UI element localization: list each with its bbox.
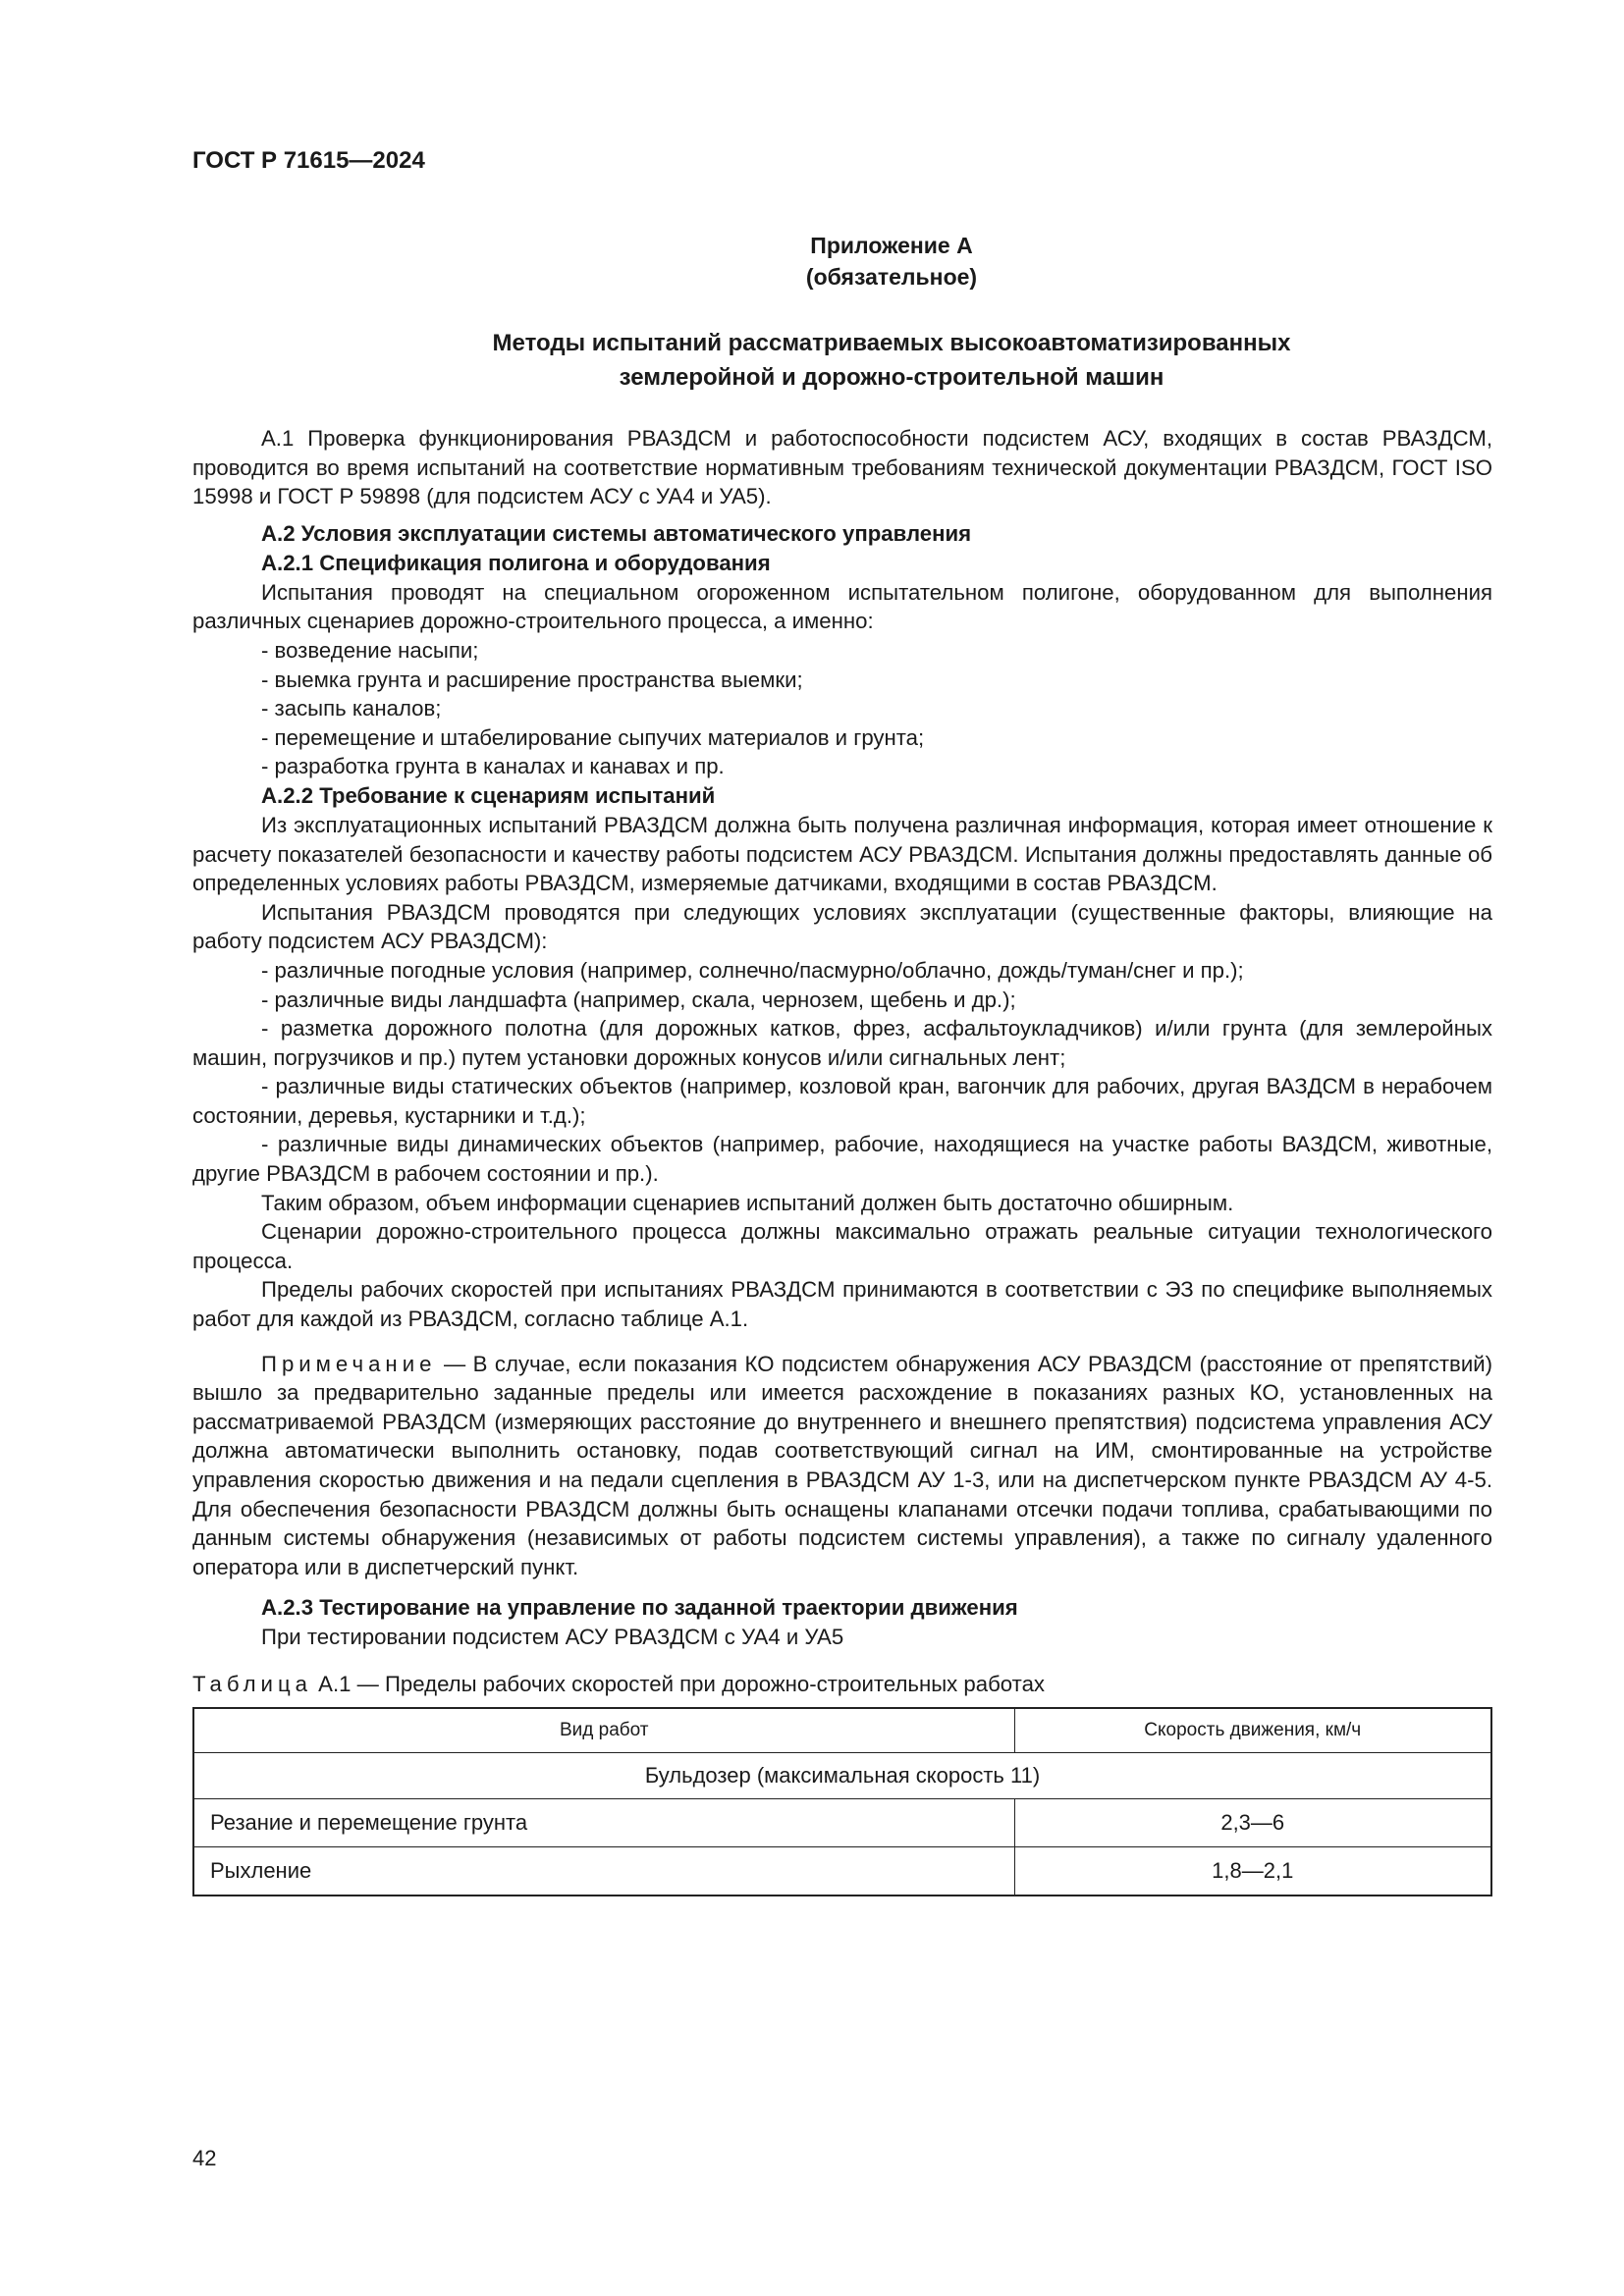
appendix-heading-line-1: Методы испытаний рассматриваемых высокоавтоматизированных (492, 330, 1291, 356)
page-number: 42 (192, 2146, 217, 2170)
section-a23-heading: А.2.3 Тестирование на управление по заданной траектории движения (261, 1595, 1018, 1621)
section-a22-paragraph: Испытания РВАЗДСМ проводятся при следующих условиях эксплуатации (существенные факторы, влияющие на работу подсистем АСУ РВАЗДСМ): (192, 899, 1492, 954)
list-item: - засыпь каналов; (261, 696, 442, 721)
table-caption-text: А.1 — Пределы рабочих скоростей при дорожно-строительных работах (312, 1671, 1045, 1696)
list-item: - различные виды статических объектов (например, козловой кран, вагончик для рабочих, другая ВАЗДСМ в нерабочем состоянии, деревья, кустарники и т.д.); (192, 1074, 1492, 1128)
list-item: - возведение насыпи; (261, 637, 479, 663)
work-type-cell: Рыхление (193, 1846, 1014, 1896)
appendix-status: (обязательное) (805, 264, 978, 290)
speed-limits-table (192, 1707, 1492, 1896)
section-a22-paragraph: Таким образом, объем информации сценариев испытаний должен быть достаточно обширным. (261, 1190, 1234, 1215)
section-a22-paragraph: Пределы рабочих скоростей при испытаниях РВАЗДСМ принимаются в соответствии с ЭЗ по специфике выполняемых работ для каждой из РВАЗДСМ, согласно таблице А.1. (192, 1277, 1492, 1332)
section-a21-heading: А.2.1 Спецификация полигона и оборудования (261, 550, 771, 575)
work-type-cell: Резание и перемещение грунта (193, 1798, 1014, 1846)
section-a21-text: Испытания проводят на специальном огороженном испытательном полигоне, оборудованном для выполнения различных сценариев дорожно-строительного процесса, а именно: (192, 579, 1492, 634)
table-caption-label: Таблица (192, 1671, 312, 1696)
list-item: - перемещение и штабелирование сыпучих материалов и грунта; (261, 724, 925, 750)
appendix-label: Приложение А (810, 233, 973, 258)
list-item: - разметка дорожного полотна (для дорожных катков, фрез, асфальтоукладчиков) и/или грунта (для землеройных машин, погрузчиков и пр.) путем установки дорожных конусов и/или сигнальных лент; (192, 1016, 1492, 1070)
section-a21-list (192, 636, 1492, 781)
section-a22-heading: А.2.2 Требование к сценариям испытаний (261, 782, 716, 808)
note-label: Примечание (261, 1351, 437, 1376)
list-item: - выемка грунта и расширение пространства выемки; (261, 667, 803, 692)
table-caption (192, 1670, 1492, 1699)
list-item: - разработка грунта в каналах и канавах и пр. (261, 754, 725, 779)
table-row (193, 1846, 1491, 1896)
section-a1-text: А.1 Проверка функционирования РВАЗДСМ и работоспособности подсистем АСУ, входящих в состав РВАЗДСМ, проводится во время испытаний на соответствие нормативным требованиям технической документации РВАЗДСМ, ГОСТ ISO 15998 и ГОСТ Р 59898 (для подсистем АСУ с УА4 и УА5). (192, 426, 1492, 509)
section-a23-text: При тестировании подсистем АСУ РВАЗДСМ с УА4 и УА5 (261, 1625, 844, 1650)
table-row (193, 1798, 1491, 1846)
appendix-heading (291, 326, 1492, 395)
speed-cell: 1,8—2,1 (1014, 1846, 1491, 1896)
table-group-row (193, 1752, 1491, 1798)
list-item: - различные виды ландшафта (например, скала, чернозем, щебень и др.); (261, 987, 1016, 1012)
list-item: - различные виды динамических объектов (например, рабочие, находящиеся на участке работы ВАЗДСМ, животные, другие РВАЗДСМ в рабочем состоянии и пр.). (192, 1132, 1492, 1187)
section-a22-paragraph: Сценарии дорожно-строительного процесса должны максимально отражать реальные ситуации технологического процесса. (192, 1219, 1492, 1273)
document-page (192, 147, 1492, 1896)
column-header-work-type: Вид работ (193, 1708, 1014, 1753)
section-a2-heading: А.2 Условия эксплуатации системы автоматического управления (261, 520, 972, 546)
note (192, 1350, 1492, 1582)
speed-cell: 2,3—6 (1014, 1798, 1491, 1846)
document-id: ГОСТ Р 71615—2024 (192, 147, 425, 174)
group-label: Бульдозер (максимальная скорость 11) (193, 1752, 1491, 1798)
column-header-speed: Скорость движения, км/ч (1014, 1708, 1491, 1753)
table-header-row (193, 1708, 1491, 1753)
appendix-heading-line-2: землеройной и дорожно-строительной машин (619, 364, 1164, 391)
section-a22-paragraph: Из эксплуатационных испытаний РВАЗДСМ должна быть получена различная информация, которая имеет отношение к расчету показателей безопасности и качеству работы подсистем АСУ РВАЗДСМ. Испытания должны предоставлять данные об определенных условиях работы РВАЗДСМ, измеряемые датчиками, входящими в состав РВАЗДСМ. (192, 812, 1492, 896)
note-text: — В случае, если показания КО подсистем обнаружения АСУ РВАЗДСМ (расстояние от препятствий) вышло за предварительно заданные пределы или имеется расхождение в показаниях разных КО, установленных на рассматриваемой РВАЗДСМ (измеряющих расстояние до внутреннего и внешнего препятствия) подсистема управления АСУ должна автоматически выполнить остановку, подав соответствующий сигнал на ИМ, смонтированные на устройстве управления скоростью движения и на педали сцепления в РВАЗДСМ АУ 1-3, или на диспетчерском пункте РВАЗДСМ АУ 4-5. Для обеспечения безопасности РВАЗДСМ должны быть оснащены клапанами отсечки подачи топлива, срабатывающими по данным системы обнаружения (независимых от работы подсистем системы управления), а также по сигналу удаленного оператора или в диспетчерский пункт. (192, 1351, 1492, 1579)
list-item: - различные погодные условия (например, солнечно/пасмурно/облачно, дождь/туман/снег и пр.); (261, 957, 1244, 983)
